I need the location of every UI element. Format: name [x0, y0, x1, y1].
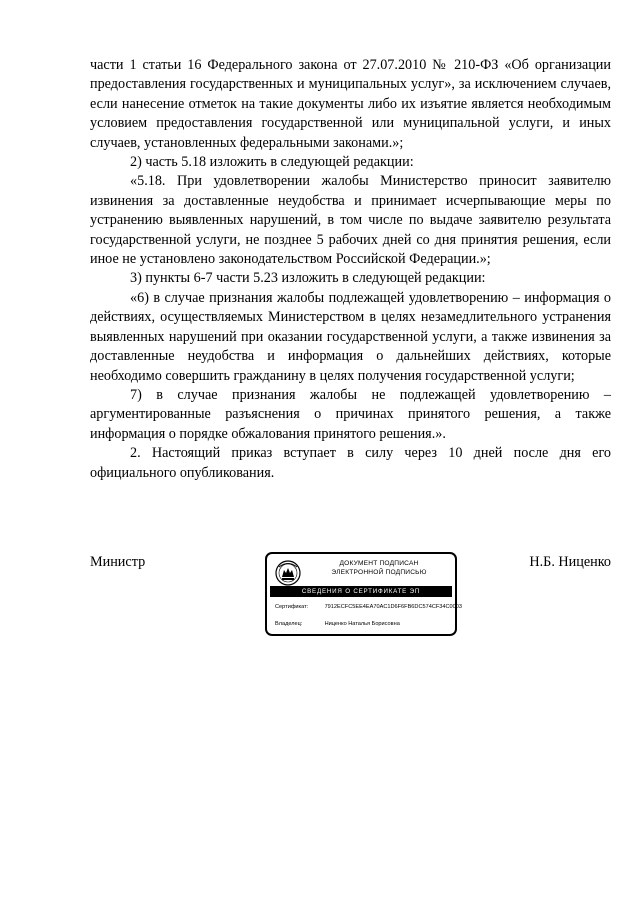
- paragraph-effective-date: 2. Настоящий приказ вступает в силу через 10 дней после дня его официального опубликования.: [90, 445, 611, 481]
- stamp-title-line-2: ЭЛЕКТРОННОЙ ПОДПИСЬЮ: [331, 569, 427, 576]
- owner-value: Ниценко Наталья Борисовна: [324, 621, 400, 627]
- paragraph-item-3: 3) пункты 6-7 части 5.23 изложить в следующей редакции:: [130, 270, 486, 287]
- paragraph-subitem-6: «6) в случае признания жалобы подлежащей удовлетворению – информация о действиях, осуществляемых Министерством в целях незамедлительного устранения выявленных нарушений при оказании государственной услуги, а также извинения за доставленные неудобства и информация о дальнейших действиях, которые необходимо совершить гражданину в целях получения государственной услуги;: [90, 289, 611, 384]
- paragraph-clause-5-18: «5.18. При удовлетворении жалобы Министерство приносит заявителю извинения за доставленные неудобства и принимает исчерпывающие меры по устранению выявленных нарушений, в том числе по выдаче заявителю результата государственной услуги, не позднее 5 рабочих дней со дня принятия решения, если иное не установлено законодательством Российской Федерации.»;: [90, 173, 611, 268]
- stamp-title-line-1: ДОКУМЕНТ ПОДПИСАН: [339, 560, 419, 567]
- electronic-signature-stamp: [265, 552, 462, 636]
- certificate-value: 7912ECFC5EE4EA70AC1D6F6FB6DC574CF34C0003: [324, 604, 462, 610]
- stamp-owner-row: [275, 620, 451, 628]
- certificate-label: Сертификат:: [275, 604, 309, 610]
- signatory-name: Н.Б. Ниценко: [529, 554, 611, 570]
- signature-block: [90, 554, 611, 654]
- stamp-certificate-row: [275, 603, 462, 611]
- stamp-header-bar: СВЕДЕНИЯ О СЕРТИФИКАТЕ ЭП: [270, 586, 452, 597]
- paragraph-item-2: 2) часть 5.18 изложить в следующей редакции:: [130, 154, 414, 171]
- stamp-title: [307, 559, 451, 577]
- paragraph-subitem-7: 7) в случае признания жалобы не подлежащей удовлетворению – аргументированные разъяснения о причинах принятого решения, а также информация о порядке обжалования принятого решения.».: [90, 386, 611, 442]
- signatory-position: Министр: [90, 554, 146, 570]
- paragraph-continuation: части 1 статьи 16 Федерального закона от 27.07.2010 № 210-ФЗ «Об организации предоставления государственных и муниципальных услуг», за исключением случаев, если нанесение отметок на такие документы либо их изъятие является необходимым условием предоставления государственной или муниципальной услуги, и иных случаев, установленных федеральными законами.»;: [90, 57, 611, 151]
- coat-of-arms-icon: [273, 558, 303, 588]
- owner-label: Владелец:: [275, 621, 303, 627]
- document-body: [90, 56, 611, 483]
